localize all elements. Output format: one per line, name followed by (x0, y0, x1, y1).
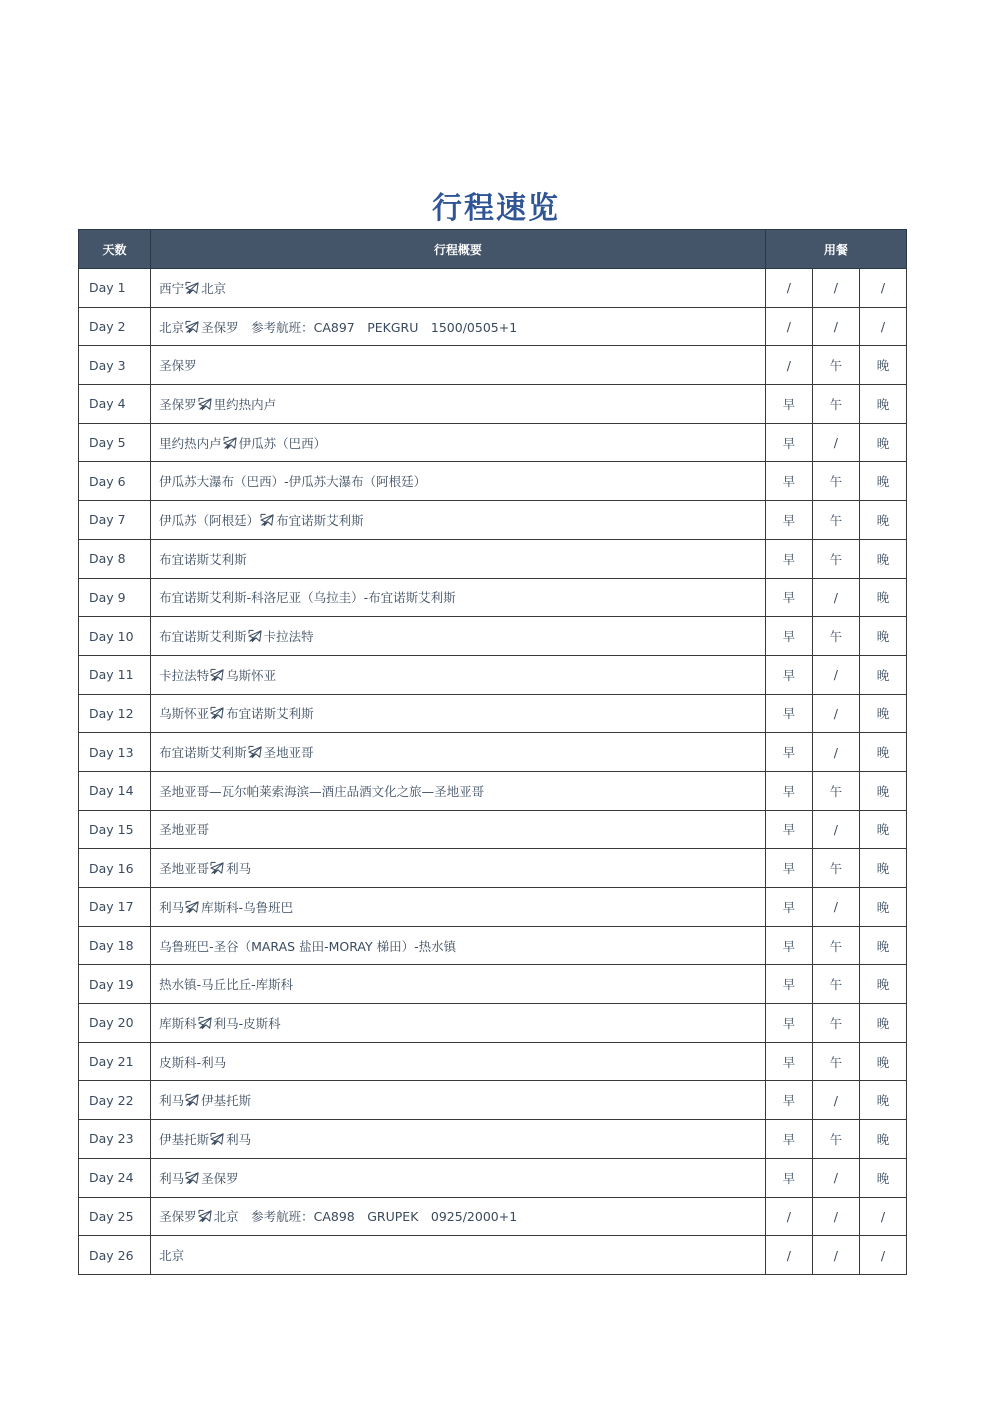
breakfast-cell: 早 (765, 655, 812, 694)
airplane-icon (223, 436, 238, 450)
summary-cell (151, 269, 766, 308)
table-row (79, 578, 907, 617)
day-cell: Day 3 (79, 346, 151, 385)
table-row (79, 269, 907, 308)
breakfast-cell: 早 (765, 1158, 812, 1197)
table-row (79, 694, 907, 733)
table-row (79, 385, 907, 424)
lunch-cell: 午 (812, 965, 859, 1004)
breakfast-cell: 早 (765, 423, 812, 462)
airplane-icon (210, 706, 225, 720)
breakfast-cell: 早 (765, 888, 812, 927)
summary-segment: 布宜诺斯艾利斯 (159, 551, 247, 567)
summary-segment: 北京 参考航班：CA898 GRUPEK 0925/2000+1 (213, 1209, 518, 1225)
summary-cell (151, 810, 766, 849)
dinner-cell: 晚 (859, 501, 906, 540)
lunch-cell: 午 (812, 617, 859, 656)
lunch-cell: / (812, 269, 859, 308)
dinner-cell: 晚 (859, 346, 906, 385)
lunch-cell: / (812, 578, 859, 617)
table-row (79, 849, 907, 888)
dinner-cell: 晚 (859, 1120, 906, 1159)
summary-cell (151, 1158, 766, 1197)
lunch-cell: / (812, 733, 859, 772)
table-header-row (79, 230, 907, 269)
day-cell: Day 19 (79, 965, 151, 1004)
summary-cell (151, 462, 766, 501)
table-row (79, 1197, 907, 1236)
airplane-icon (248, 629, 263, 643)
summary-segment: 利马 (159, 1170, 185, 1186)
summary-cell (151, 423, 766, 462)
airplane-icon (210, 1132, 225, 1146)
table-row (79, 307, 907, 346)
summary-segment: 伊瓜苏大瀑布（巴西）-伊瓜苏大瀑布（阿根廷） (159, 474, 427, 490)
summary-segment: 伊瓜苏（阿根廷） (159, 512, 260, 528)
lunch-cell: 午 (812, 771, 859, 810)
table-row (79, 965, 907, 1004)
summary-segment: 里约热内卢 (213, 396, 277, 412)
itinerary-table (78, 229, 907, 1275)
breakfast-cell: 早 (765, 501, 812, 540)
dinner-cell: 晚 (859, 1081, 906, 1120)
table-row (79, 733, 907, 772)
summary-cell (151, 578, 766, 617)
breakfast-cell: 早 (765, 1004, 812, 1043)
summary-cell (151, 1081, 766, 1120)
dinner-cell: 晚 (859, 1042, 906, 1081)
table-row (79, 1081, 907, 1120)
airplane-icon (185, 281, 200, 295)
day-cell: Day 20 (79, 1004, 151, 1043)
dinner-cell: 晚 (859, 462, 906, 501)
breakfast-cell: / (765, 307, 812, 346)
summary-segment: 圣保罗 (159, 396, 197, 412)
summary-cell (151, 1004, 766, 1043)
dinner-cell: / (859, 1197, 906, 1236)
breakfast-cell: 早 (765, 926, 812, 965)
lunch-cell: 午 (812, 385, 859, 424)
summary-segment: 圣地亚哥 (159, 861, 210, 877)
table-row (79, 617, 907, 656)
summary-cell (151, 346, 766, 385)
lunch-cell: / (812, 1081, 859, 1120)
summary-cell (151, 617, 766, 656)
summary-segment: 圣地亚哥—瓦尔帕莱索海滨—酒庄品酒文化之旅—圣地亚哥 (159, 783, 485, 799)
summary-cell (151, 1236, 766, 1275)
breakfast-cell: 早 (765, 1042, 812, 1081)
summary-cell (151, 926, 766, 965)
summary-segment: 布宜诺斯艾利斯 (159, 745, 247, 761)
summary-segment: 乌鲁班巴-圣谷（MARAS 盐田-MORAY 梯田）-热水镇 (159, 938, 457, 954)
breakfast-cell: 早 (765, 617, 812, 656)
lunch-cell: 午 (812, 346, 859, 385)
table-row (79, 1158, 907, 1197)
day-cell: Day 7 (79, 501, 151, 540)
summary-segment: 布宜诺斯艾利斯 (226, 706, 314, 722)
dinner-cell: 晚 (859, 965, 906, 1004)
dinner-cell: 晚 (859, 423, 906, 462)
lunch-cell: / (812, 810, 859, 849)
dinner-cell: 晚 (859, 926, 906, 965)
summary-cell (151, 1197, 766, 1236)
day-cell: Day 4 (79, 385, 151, 424)
lunch-cell: 午 (812, 462, 859, 501)
day-cell: Day 23 (79, 1120, 151, 1159)
day-cell: Day 6 (79, 462, 151, 501)
day-cell: Day 14 (79, 771, 151, 810)
dinner-cell: 晚 (859, 771, 906, 810)
summary-segment: 皮斯科-利马 (159, 1054, 227, 1070)
dinner-cell: 晚 (859, 578, 906, 617)
table-row (79, 423, 907, 462)
summary-cell (151, 888, 766, 927)
airplane-icon (260, 513, 275, 527)
breakfast-cell: 早 (765, 1081, 812, 1120)
summary-cell (151, 501, 766, 540)
lunch-cell: / (812, 1158, 859, 1197)
summary-segment: 北京 (159, 1248, 185, 1264)
summary-segment: 利马 (226, 1131, 252, 1147)
summary-segment: 圣地亚哥 (159, 822, 210, 838)
day-cell: Day 13 (79, 733, 151, 772)
summary-segment: 乌斯怀亚 (226, 667, 277, 683)
lunch-cell: / (812, 1197, 859, 1236)
lunch-cell: 午 (812, 1042, 859, 1081)
table-row (79, 771, 907, 810)
lunch-cell: / (812, 655, 859, 694)
summary-cell (151, 539, 766, 578)
summary-cell (151, 385, 766, 424)
summary-segment: 卡拉法特 (159, 667, 210, 683)
page-title: 行程速览 (432, 191, 560, 226)
breakfast-cell: / (765, 1197, 812, 1236)
summary-segment: 利马 (226, 861, 252, 877)
lunch-cell: / (812, 423, 859, 462)
summary-segment: 西宁 (159, 280, 185, 296)
day-cell: Day 26 (79, 1236, 151, 1275)
day-cell: Day 21 (79, 1042, 151, 1081)
summary-cell (151, 849, 766, 888)
dinner-cell: / (859, 269, 906, 308)
summary-cell (151, 1042, 766, 1081)
day-cell: Day 2 (79, 307, 151, 346)
summary-segment: 北京 (201, 280, 227, 296)
dinner-cell: 晚 (859, 385, 906, 424)
airplane-icon (198, 1016, 213, 1030)
airplane-icon (185, 1171, 200, 1185)
lunch-cell: 午 (812, 1004, 859, 1043)
summary-segment: 圣保罗 (159, 358, 197, 374)
table-row (79, 462, 907, 501)
table-row (79, 501, 907, 540)
header-day: 天数 (79, 230, 151, 269)
summary-segment: 库斯科-乌鲁班巴 (201, 899, 294, 915)
breakfast-cell: 早 (765, 1120, 812, 1159)
breakfast-cell: 早 (765, 539, 812, 578)
dinner-cell: 晚 (859, 733, 906, 772)
breakfast-cell: 早 (765, 462, 812, 501)
summary-segment: 布宜诺斯艾利斯-科洛尼亚（乌拉圭）-布宜诺斯艾利斯 (159, 590, 456, 606)
day-cell: Day 18 (79, 926, 151, 965)
day-cell: Day 10 (79, 617, 151, 656)
summary-cell (151, 733, 766, 772)
summary-segment: 利马 (159, 899, 185, 915)
summary-segment: 库斯科 (159, 1015, 197, 1031)
summary-segment: 乌斯怀亚 (159, 706, 210, 722)
breakfast-cell: 早 (765, 771, 812, 810)
breakfast-cell: 早 (765, 965, 812, 1004)
table-row (79, 655, 907, 694)
dinner-cell: 晚 (859, 888, 906, 927)
lunch-cell: / (812, 307, 859, 346)
airplane-icon (185, 1093, 200, 1107)
lunch-cell: / (812, 694, 859, 733)
summary-cell (151, 965, 766, 1004)
dinner-cell: 晚 (859, 539, 906, 578)
airplane-icon (248, 745, 263, 759)
table-row (79, 926, 907, 965)
lunch-cell: 午 (812, 926, 859, 965)
breakfast-cell: / (765, 1236, 812, 1275)
day-cell: Day 11 (79, 655, 151, 694)
airplane-icon (185, 900, 200, 914)
dinner-cell: 晚 (859, 1158, 906, 1197)
day-cell: Day 24 (79, 1158, 151, 1197)
table-row (79, 1120, 907, 1159)
lunch-cell: 午 (812, 501, 859, 540)
summary-cell (151, 1120, 766, 1159)
summary-segment: 热水镇-马丘比丘-库斯科 (159, 977, 294, 993)
airplane-icon (185, 320, 200, 334)
airplane-icon (210, 861, 225, 875)
table-row (79, 1042, 907, 1081)
breakfast-cell: 早 (765, 694, 812, 733)
breakfast-cell: / (765, 346, 812, 385)
airplane-icon (198, 397, 213, 411)
day-cell: Day 15 (79, 810, 151, 849)
dinner-cell: / (859, 1236, 906, 1275)
summary-cell (151, 307, 766, 346)
summary-cell (151, 694, 766, 733)
header-summary: 行程概要 (151, 230, 766, 269)
dinner-cell: 晚 (859, 1004, 906, 1043)
breakfast-cell: 早 (765, 849, 812, 888)
summary-segment: 北京 (159, 319, 185, 335)
header-meals: 用餐 (765, 230, 906, 269)
day-cell: Day 16 (79, 849, 151, 888)
table-row (79, 810, 907, 849)
dinner-cell: / (859, 307, 906, 346)
airplane-icon (198, 1209, 213, 1223)
dinner-cell: 晚 (859, 655, 906, 694)
table-row (79, 346, 907, 385)
summary-segment: 圣保罗 (159, 1209, 197, 1225)
lunch-cell: 午 (812, 539, 859, 578)
airplane-icon (210, 668, 225, 682)
summary-segment: 伊基托斯 (201, 1093, 252, 1109)
dinner-cell: 晚 (859, 617, 906, 656)
summary-segment: 伊基托斯 (159, 1131, 210, 1147)
breakfast-cell: 早 (765, 385, 812, 424)
day-cell: Day 22 (79, 1081, 151, 1120)
summary-segment: 卡拉法特 (263, 629, 314, 645)
lunch-cell: / (812, 1236, 859, 1275)
day-cell: Day 8 (79, 539, 151, 578)
summary-cell (151, 771, 766, 810)
summary-segment: 布宜诺斯艾利斯 (159, 629, 247, 645)
breakfast-cell: 早 (765, 578, 812, 617)
summary-segment: 圣保罗 参考航班：CA897 PEKGRU 1500/0505+1 (201, 319, 518, 335)
summary-segment: 圣保罗 (201, 1170, 239, 1186)
day-cell: Day 25 (79, 1197, 151, 1236)
breakfast-cell: 早 (765, 810, 812, 849)
summary-segment: 圣地亚哥 (263, 745, 314, 761)
lunch-cell: / (812, 888, 859, 927)
day-cell: Day 1 (79, 269, 151, 308)
dinner-cell: 晚 (859, 810, 906, 849)
summary-segment: 利马 (159, 1093, 185, 1109)
summary-segment: 伊瓜苏（巴西） (238, 435, 327, 451)
summary-segment: 布宜诺斯艾利斯 (276, 512, 364, 528)
table-row (79, 539, 907, 578)
lunch-cell: 午 (812, 849, 859, 888)
dinner-cell: 晚 (859, 849, 906, 888)
summary-segment: 里约热内卢 (159, 435, 222, 451)
day-cell: Day 5 (79, 423, 151, 462)
breakfast-cell: 早 (765, 733, 812, 772)
day-cell: Day 12 (79, 694, 151, 733)
table-row (79, 1236, 907, 1275)
breakfast-cell: / (765, 269, 812, 308)
dinner-cell: 晚 (859, 694, 906, 733)
summary-segment: 利马-皮斯科 (213, 1015, 281, 1031)
table-row (79, 888, 907, 927)
lunch-cell: 午 (812, 1120, 859, 1159)
table-row (79, 1004, 907, 1043)
day-cell: Day 17 (79, 888, 151, 927)
summary-cell (151, 655, 766, 694)
day-cell: Day 9 (79, 578, 151, 617)
